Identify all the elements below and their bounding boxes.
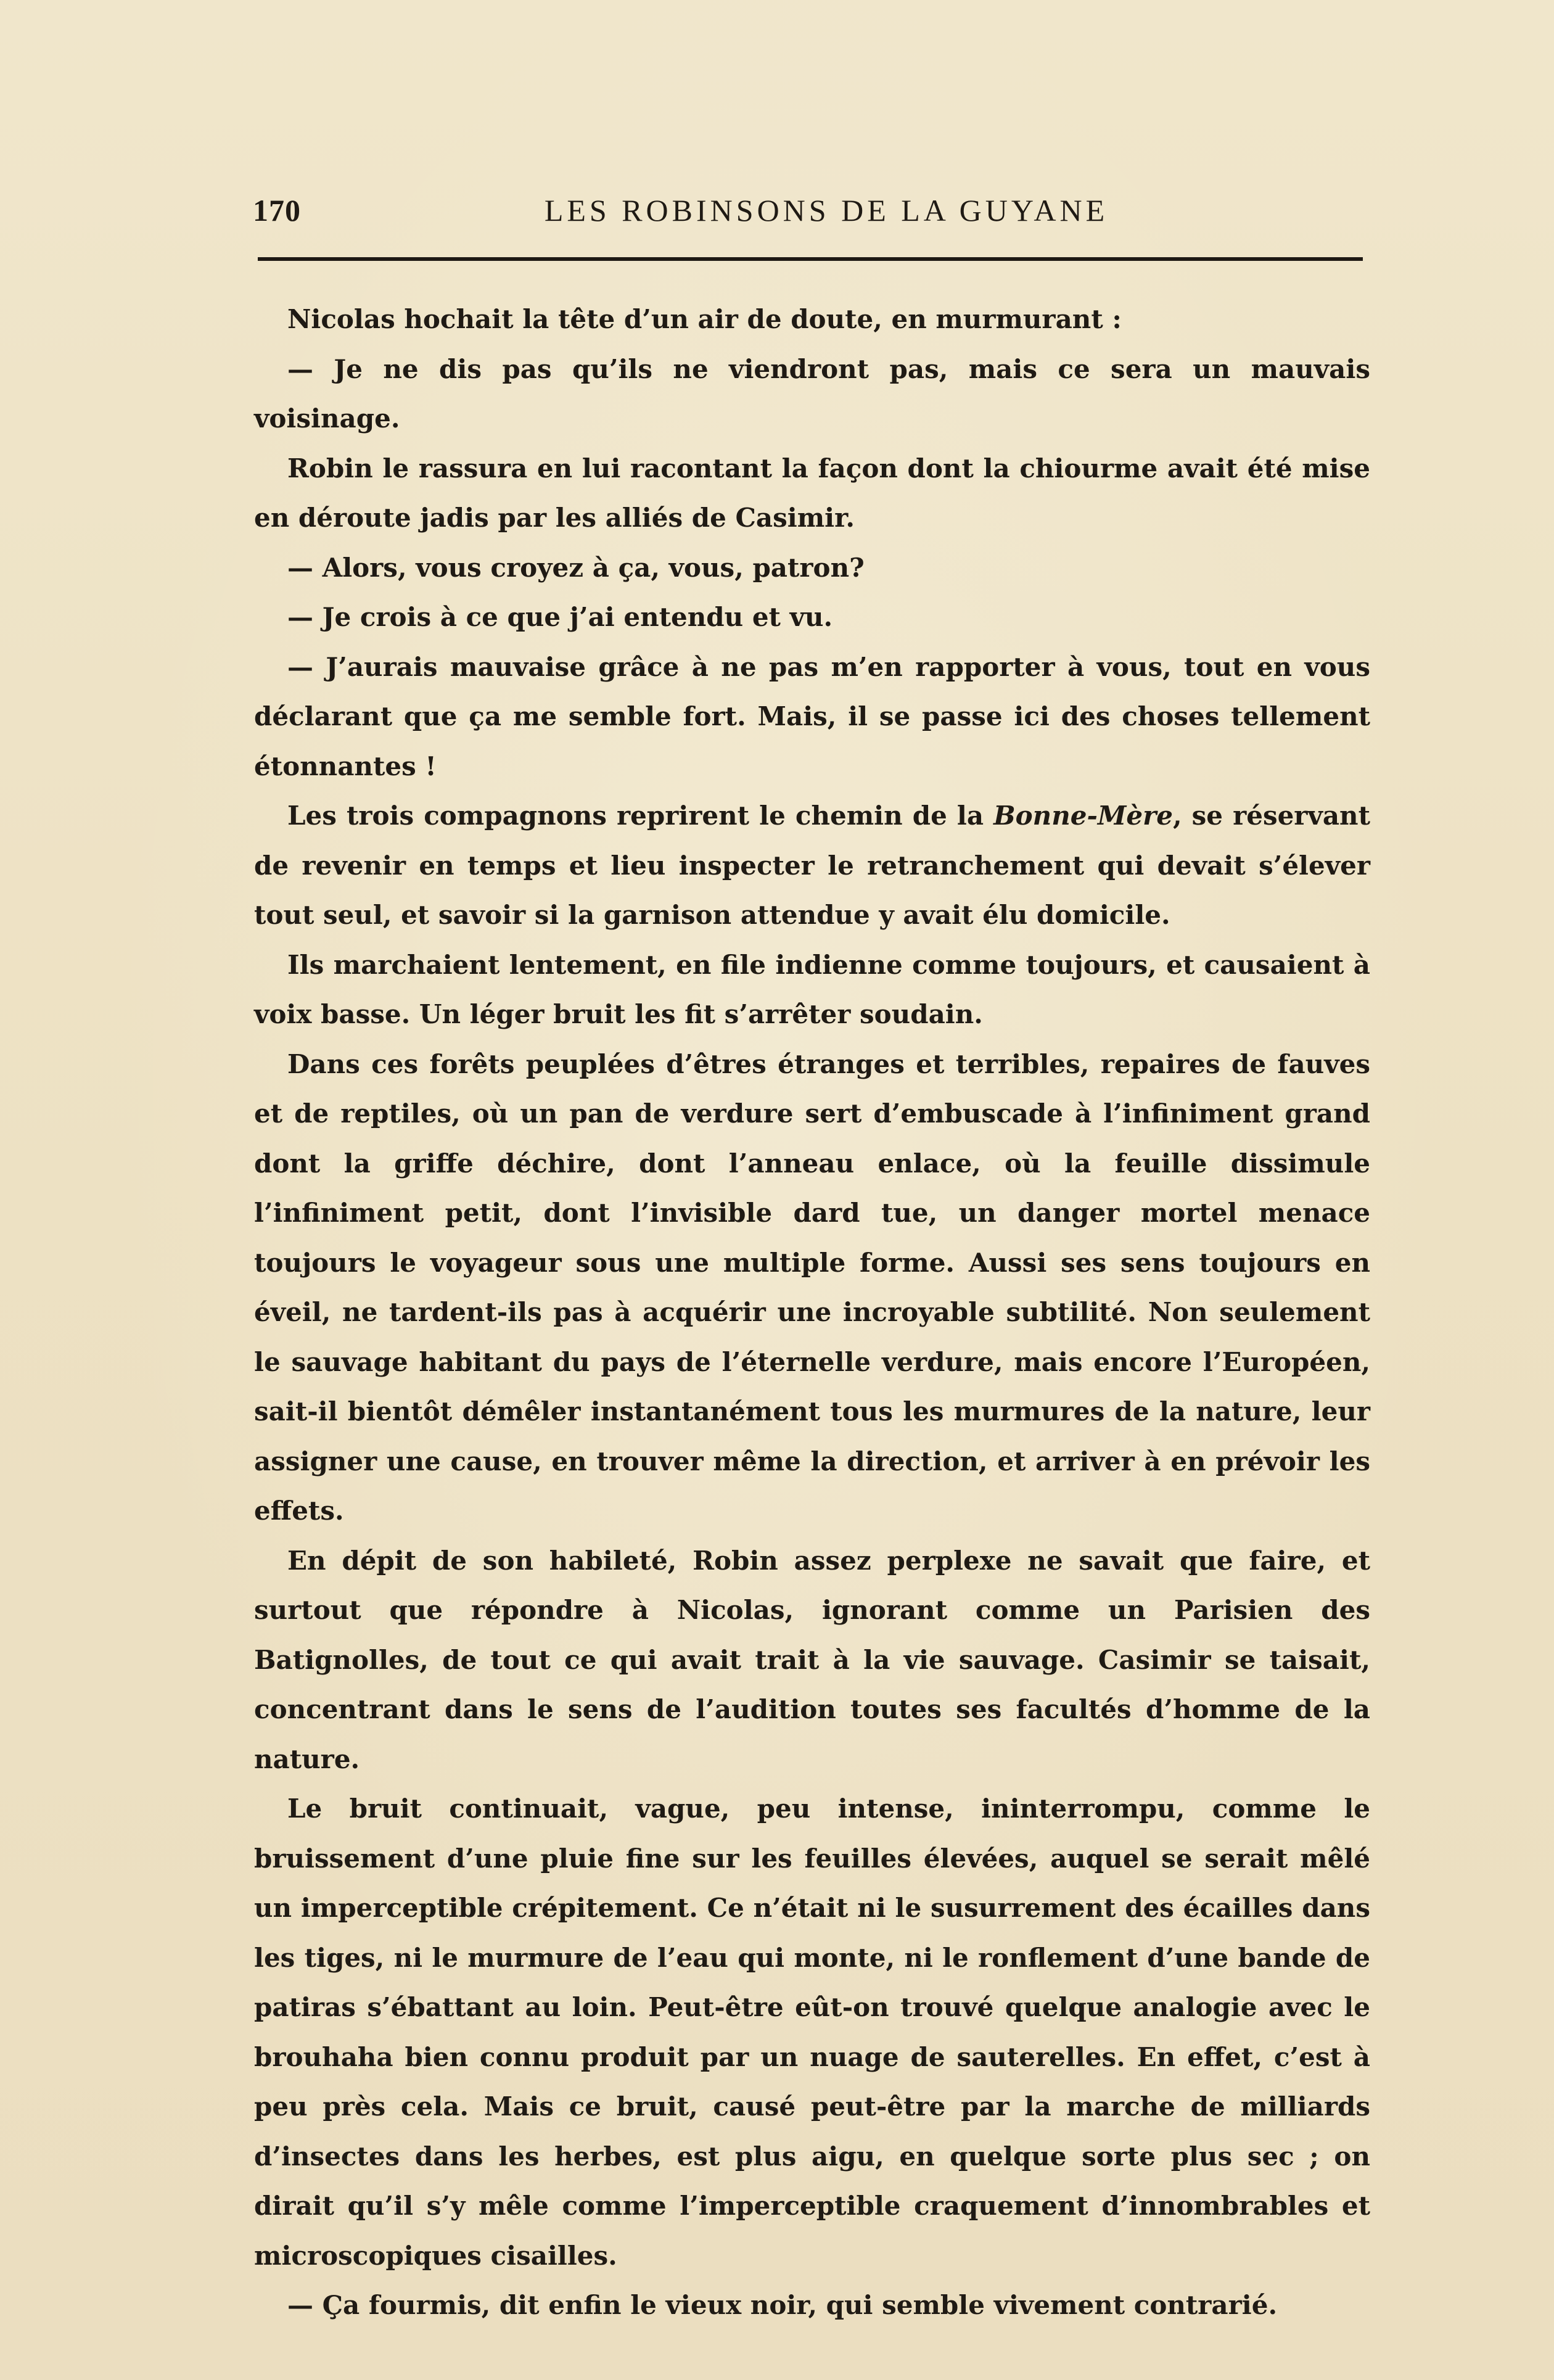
page-number: 170 [253, 193, 301, 228]
paragraph: — J’aurais mauvaise grâce à ne pas m’en rapporter à vous, tout en vous déclarant que ça me semble fort. Mais, il se passe ici des choses tellement étonnantes ! [254, 651, 1370, 781]
paragraph: — Ça fourmis, dit enfin le vieux noir, qui semble vivement contrarié. [287, 2290, 1278, 2320]
paragraph: — Alors, vous croyez à ça, vous, patron? [287, 552, 865, 583]
paragraph-text: , se réservant de revenir en temps et lieu inspecter le retranchement qui devait s’élever tout seul, et savoir si la garnison attendue y avait élu domicile. [254, 801, 1370, 930]
paragraph: Dans ces forêts peuplées d’êtres étranges et terribles, repaires de fauves et de reptiles, où un pan de verdure sert d’embuscade à l’infiniment grand dont la griffe déchire, dont l’anneau enlace, où la feuille dissimule l’infiniment petit, dont l’invisible dard tue, un danger mortel menace toujours le voyageur sous une multiple forme. Aussi ses sens toujours en éveil, ne tardent-ils pas à acquérir une incroyable subtilité. Non seulement le sauvage habitant du pays de l’éternelle verdure, mais encore l’Européen, sait-il bientôt démêler instantanément tous les murmures de la nature, leur assigner une cause, en trouver même la direction, et arriver à en prévoir les effets. [254, 1048, 1370, 1526]
paragraph: Le bruit continuait, vague, peu intense, ininterrompu, comme le bruissement d’une pluie fine sur les feuilles élevées, auquel se serait mêlé un imperceptible crépitement. Ce n’était ni le susurrement des écailles dans les tiges, ni le murmure de l’eau qui monte, ni le ronflement d’une bande de patiras s’ébattant au loin. Peut-être eût-on trouvé quelque analogie avec le brouhaha bien connu produit par un nuage de sauterelles. En effet, c’est à peu près cela. Mais ce bruit, causé peut-être par la marche de milliards d’insectes dans les herbes, est plus aigu, en quelque sorte plus sec ; on dirait qu’il s’y mêle comme l’imperceptible craquement d’innombrables et microscopiques cisailles. [254, 1793, 1370, 2271]
paragraph [254, 791, 1370, 941]
paragraph: Robin le rassura en lui racontant la façon dont la chiourme avait été mise en déroute jadis par les alliés de Casimir. [254, 453, 1370, 533]
page-header [253, 192, 1363, 236]
running-title: LES ROBINSONS DE LA GUYANE [544, 193, 1109, 228]
paragraph: Ils marchaient lentement, en file indienne comme toujours, et causaient à voix basse. Un léger bruit les fit s’arrêter soudain. [254, 949, 1370, 1029]
paragraph: — Je crois à ce que j’ai entendu et vu. [287, 602, 833, 632]
header-rule [258, 257, 1363, 261]
body-text [254, 295, 1370, 2331]
paragraph: Nicolas hochait la tête d’un air de doute, en murmurant : [287, 304, 1122, 334]
paragraph: En dépit de son habileté, Robin assez perplexe ne savait que faire, et surtout que répondre à Nicolas, ignorant comme un Parisien des Batignolles, de tout ce qui avait trait à la vie sauvage. Casimir se taisait, concentrant dans le sens de l’audition toutes ses facultés d’homme de la nature. [254, 1545, 1370, 1774]
ship-name: Bonne-Mère [993, 801, 1173, 831]
paragraph-text: Les trois compagnons reprirent le chemin de la [287, 801, 994, 831]
paragraph: — Je ne dis pas qu’ils ne viendront pas, mais ce sera un mauvais voisinage. [254, 353, 1370, 434]
